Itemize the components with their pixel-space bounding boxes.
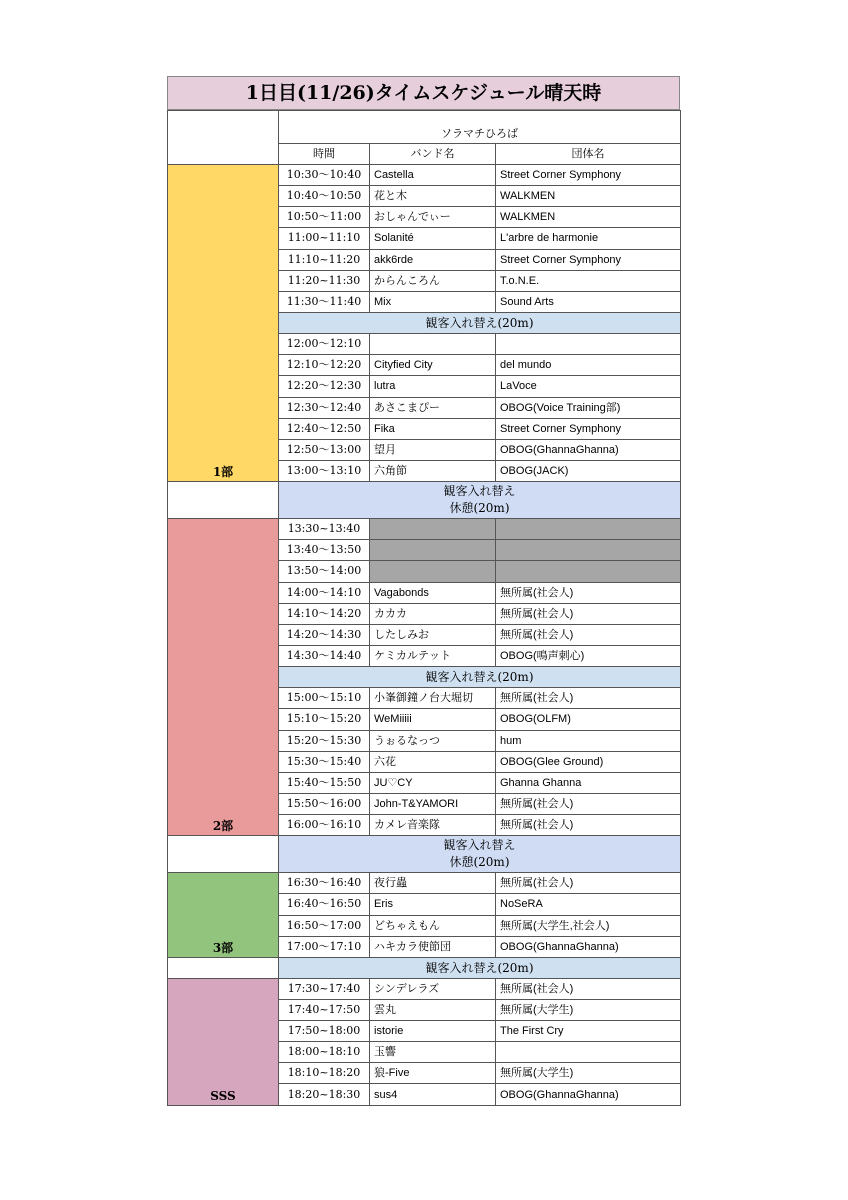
slot-band: WeMiiiii [370, 709, 496, 730]
slot-band: 夜行蟲 [370, 873, 496, 894]
slot-time: 13:00〜13:10 [279, 460, 370, 481]
slot-time: 18:00~18:10 [279, 1042, 370, 1063]
slot-band [370, 334, 496, 355]
slot-time: 17:30~17:40 [279, 978, 370, 999]
slot-band: 六花 [370, 751, 496, 772]
slot-band: からんころん [370, 270, 496, 291]
slot-time: 17:50~18:00 [279, 1021, 370, 1042]
slot-group: 無所属(社会人) [496, 624, 681, 645]
part-label: 1部 [168, 165, 279, 482]
schedule-row [168, 978, 681, 999]
slot-band: シンデレラズ [370, 978, 496, 999]
slot-band: Castella [370, 165, 496, 186]
slot-group: del mundo [496, 355, 681, 376]
slot-time: 15:00〜15:10 [279, 688, 370, 709]
slot-band: JU♡CY [370, 772, 496, 793]
slot-band-empty [370, 561, 496, 582]
slot-band: Solanité [370, 228, 496, 249]
break-line-swap: 観客入れ替え [443, 838, 516, 853]
slot-time: 12:50〜13:00 [279, 439, 370, 460]
slot-time: 14:30〜14:40 [279, 645, 370, 666]
slot-group: 無所属(社会人) [496, 582, 681, 603]
slot-time: 16:30〜16:40 [279, 873, 370, 894]
slot-time: 13:30~13:40 [279, 519, 370, 540]
slot-time: 11:10~11:20 [279, 249, 370, 270]
slot-group: Ghanna Ghanna [496, 772, 681, 793]
slot-band: Cityfied City [370, 355, 496, 376]
part-label: SSS [168, 978, 279, 1105]
slot-band: Fika [370, 418, 496, 439]
slot-band: 六角節 [370, 460, 496, 481]
slot-band: sus4 [370, 1084, 496, 1105]
slot-group: OBOG(GhannaGhanna) [496, 439, 681, 460]
slot-group: OBOG(OLFM) [496, 709, 681, 730]
slot-group: OBOG(鳴声刺心) [496, 645, 681, 666]
slot-group: OBOG(Voice Training部) [496, 397, 681, 418]
schedule-table [167, 110, 681, 1106]
header-group: 団体名 [496, 144, 681, 165]
venue-name: ソラマチひろば [279, 111, 681, 144]
slot-group: Sound Arts [496, 291, 681, 312]
break-line-rest: 休憩(20m) [449, 855, 510, 870]
slot-time: 11:00~11:10 [279, 228, 370, 249]
slot-time: 15:10〜15:20 [279, 709, 370, 730]
slot-group: Street Corner Symphony [496, 418, 681, 439]
slot-band: ハキカラ使節団 [370, 936, 496, 957]
break-spacer [168, 836, 279, 873]
slot-group: T.o.N.E. [496, 270, 681, 291]
slot-band: 小峯御鐘ノ台大堀切 [370, 688, 496, 709]
slot-time: 10:40〜10:50 [279, 186, 370, 207]
slot-group: NoSeRA [496, 894, 681, 915]
slot-group-empty [496, 519, 681, 540]
slot-time: 18:10~18:20 [279, 1063, 370, 1084]
slot-time: 13:50〜14:00 [279, 561, 370, 582]
slot-group [496, 334, 681, 355]
slot-band: 玉響 [370, 1042, 496, 1063]
slot-group: OBOG(JACK) [496, 460, 681, 481]
slot-group: WALKMEN [496, 207, 681, 228]
slot-time: 14:00〜14:10 [279, 582, 370, 603]
header-time: 時間 [279, 144, 370, 165]
break-line-swap: 観客入れ替え [443, 484, 516, 499]
audience-swap-label: 観客入れ替え(20m) [279, 312, 681, 333]
slot-band: Mix [370, 291, 496, 312]
slot-band: うぉるなっつ [370, 730, 496, 751]
break-label [279, 836, 681, 873]
venue-row [168, 111, 681, 144]
slot-group: 無所属(社会人) [496, 873, 681, 894]
slot-group: 無所属(大学生) [496, 1063, 681, 1084]
slot-group: 無所属(社会人) [496, 688, 681, 709]
break-spacer [168, 482, 279, 519]
slot-group [496, 1042, 681, 1063]
schedule-row [168, 519, 681, 540]
slot-group-empty [496, 561, 681, 582]
slot-band: lutra [370, 376, 496, 397]
slot-group: 無所属(社会人) [496, 978, 681, 999]
slot-group: hum [496, 730, 681, 751]
slot-time: 11:30〜11:40 [279, 291, 370, 312]
slot-time: 12:00〜12:10 [279, 334, 370, 355]
slot-time: 16:00〜16:10 [279, 815, 370, 836]
slot-band: 望月 [370, 439, 496, 460]
slot-band: したしみお [370, 624, 496, 645]
slot-time: 15:40〜15:50 [279, 772, 370, 793]
slot-time: 10:30〜10:40 [279, 165, 370, 186]
schedule-row [168, 165, 681, 186]
slot-group: Street Corner Symphony [496, 249, 681, 270]
slot-time: 12:20〜12:30 [279, 376, 370, 397]
slot-band: 狼-Five [370, 1063, 496, 1084]
slot-group: OBOG(GhannaGhanna) [496, 936, 681, 957]
part-label: 2部 [168, 519, 279, 836]
slot-time: 17:40~17:50 [279, 999, 370, 1020]
slot-time: 15:20〜15:30 [279, 730, 370, 751]
slot-group: LaVoce [496, 376, 681, 397]
schedule-sheet [167, 76, 680, 1106]
swap-row [168, 957, 681, 978]
slot-group: L'arbre de harmonie [496, 228, 681, 249]
slot-time: 12:40〜12:50 [279, 418, 370, 439]
slot-group-empty [496, 540, 681, 561]
slot-band: Vagabonds [370, 582, 496, 603]
slot-group: OBOG(Glee Ground) [496, 751, 681, 772]
slot-group: 無所属(大学生) [496, 999, 681, 1020]
header-band: バンド名 [370, 144, 496, 165]
slot-time: 14:10〜14:20 [279, 603, 370, 624]
slot-band: 花と木 [370, 186, 496, 207]
slot-time: 12:30〜12:40 [279, 397, 370, 418]
slot-band: 雲丸 [370, 999, 496, 1020]
part-label: 3部 [168, 873, 279, 958]
slot-band: あさこまぴー [370, 397, 496, 418]
slot-group: 無所属(社会人) [496, 793, 681, 814]
slot-time: 13:40〜13:50 [279, 540, 370, 561]
slot-time: 15:30〜15:40 [279, 751, 370, 772]
break-row [168, 836, 681, 873]
slot-group: 無所属(社会人) [496, 815, 681, 836]
slot-band: おしゃんでぃー [370, 207, 496, 228]
swap-spacer [168, 957, 279, 978]
slot-time: 15:50〜16:00 [279, 793, 370, 814]
slot-group: Street Corner Symphony [496, 165, 681, 186]
slot-group: 無所属(大学生,社会人) [496, 915, 681, 936]
slot-band-empty [370, 519, 496, 540]
slot-time: 11:20~11:30 [279, 270, 370, 291]
schedule-row [168, 873, 681, 894]
slot-band: Eris [370, 894, 496, 915]
slot-band: カカカ [370, 603, 496, 624]
break-row [168, 482, 681, 519]
slot-band-empty [370, 540, 496, 561]
slot-band: akk6rde [370, 249, 496, 270]
audience-swap-label: 観客入れ替え(20m) [279, 667, 681, 688]
slot-time: 16:40〜16:50 [279, 894, 370, 915]
slot-group: WALKMEN [496, 186, 681, 207]
slot-time: 10:50〜11:00 [279, 207, 370, 228]
audience-swap-label: 観客入れ替え(20m) [279, 957, 681, 978]
slot-group: The First Cry [496, 1021, 681, 1042]
slot-time: 17:00〜17:10 [279, 936, 370, 957]
slot-time: 16:50〜17:00 [279, 915, 370, 936]
slot-time: 14:20〜14:30 [279, 624, 370, 645]
page-title: 1日目(11/26)タイムスケジュール晴天時 [167, 76, 680, 110]
slot-band: どちゃえもん [370, 915, 496, 936]
break-line-rest: 休憩(20m) [449, 501, 510, 516]
slot-band: カメレ音楽隊 [370, 815, 496, 836]
slot-group: OBOG(GhannaGhanna) [496, 1084, 681, 1105]
slot-band: ケミカルテット [370, 645, 496, 666]
slot-time: 18:20~18:30 [279, 1084, 370, 1105]
slot-band: John-T&YAMORI [370, 793, 496, 814]
slot-group: 無所属(社会人) [496, 603, 681, 624]
slot-time: 12:10〜12:20 [279, 355, 370, 376]
corner-cell [168, 111, 279, 165]
slot-band: istorie [370, 1021, 496, 1042]
break-label [279, 482, 681, 519]
